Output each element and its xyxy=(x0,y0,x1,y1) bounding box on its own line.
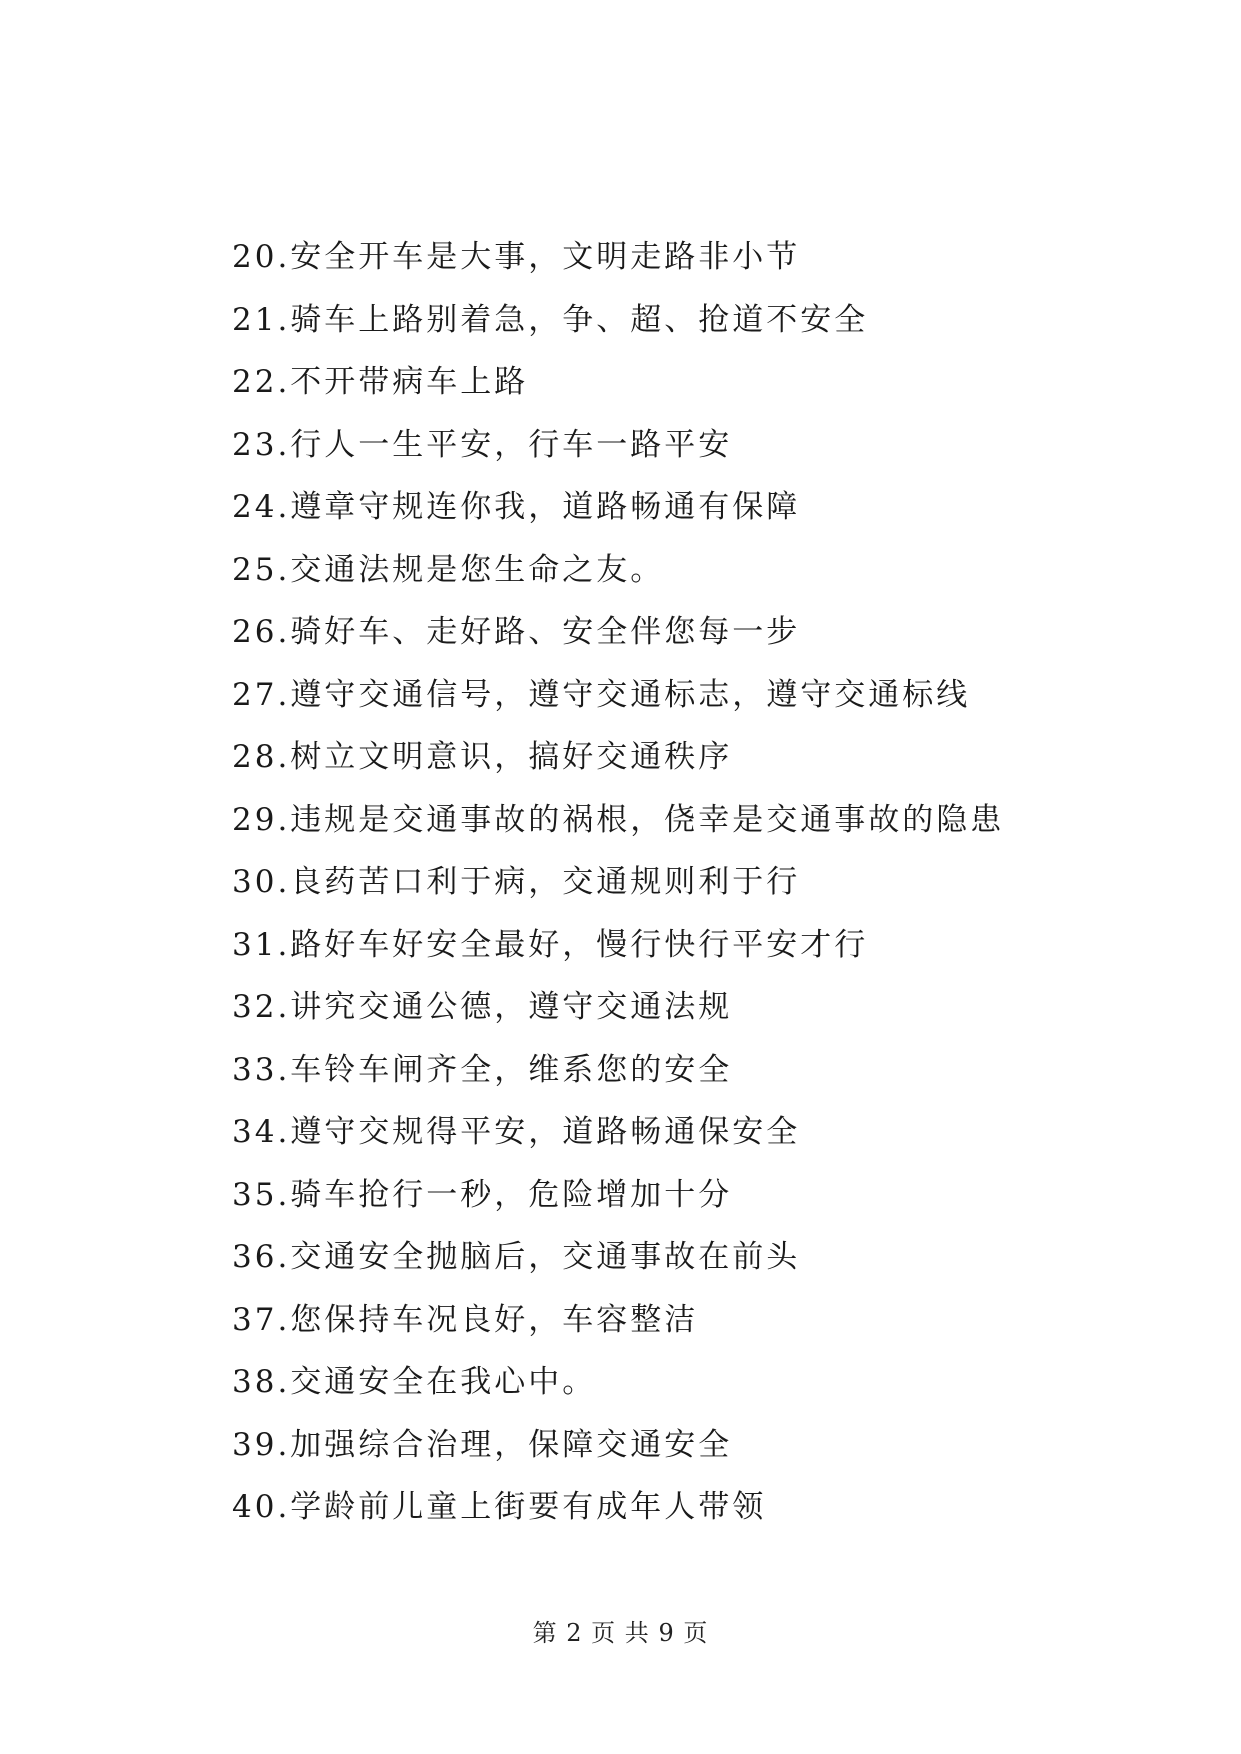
list-item: 20.安全开车是大事，文明走路非小节 xyxy=(232,239,801,275)
list-item: 39.加强综合治理，保障交通安全 xyxy=(232,1426,733,1463)
list-item: 37.您保持车况良好，车容整洁 xyxy=(232,1301,699,1338)
list-item: 27.遵守交通信号，遵守交通标志，遵守交通标线 xyxy=(232,676,971,713)
list-item: 24.遵章守规连你我，道路畅通有保障 xyxy=(232,489,801,525)
list-item: 26.骑好车、走好路、安全伴您每一步 xyxy=(232,614,801,650)
list-item: 31.路好车好安全最好，慢行快行平安才行 xyxy=(232,926,869,963)
list-item: 21.骑车上路别着急，争、超、抢道不安全 xyxy=(232,301,869,338)
list-item: 22.不开带病车上路 xyxy=(232,364,529,400)
list-item: 23.行人一生平安，行车一路平安 xyxy=(232,426,733,463)
list-item: 28.树立文明意识，搞好交通秩序 xyxy=(232,739,733,775)
list-item: 40.学龄前儿童上街要有成年人带领 xyxy=(232,1489,767,1525)
page-footer: 第 2 页 共 9 页 xyxy=(532,1619,709,1647)
list-item: 35.骑车抢行一秒，危险增加十分 xyxy=(232,1176,733,1213)
slogan-list xyxy=(232,234,1112,1547)
list-item: 38.交通安全在我心中。 xyxy=(232,1364,597,1400)
list-item: 30.良药苦口利于病，交通规则利于行 xyxy=(232,864,801,900)
list-item: 25.交通法规是您生命之友。 xyxy=(232,551,665,588)
list-item: 33.车铃车闸齐全，维系您的安全 xyxy=(232,1051,733,1088)
list-item: 32.讲究交通公德，遵守交通法规 xyxy=(232,989,733,1025)
list-item: 29.违规是交通事故的祸根，侥幸是交通事故的隐患 xyxy=(232,801,1005,838)
list-item: 36.交通安全抛脑后，交通事故在前头 xyxy=(232,1239,801,1275)
list-item: 34.遵守交规得平安，道路畅通保安全 xyxy=(232,1114,801,1150)
